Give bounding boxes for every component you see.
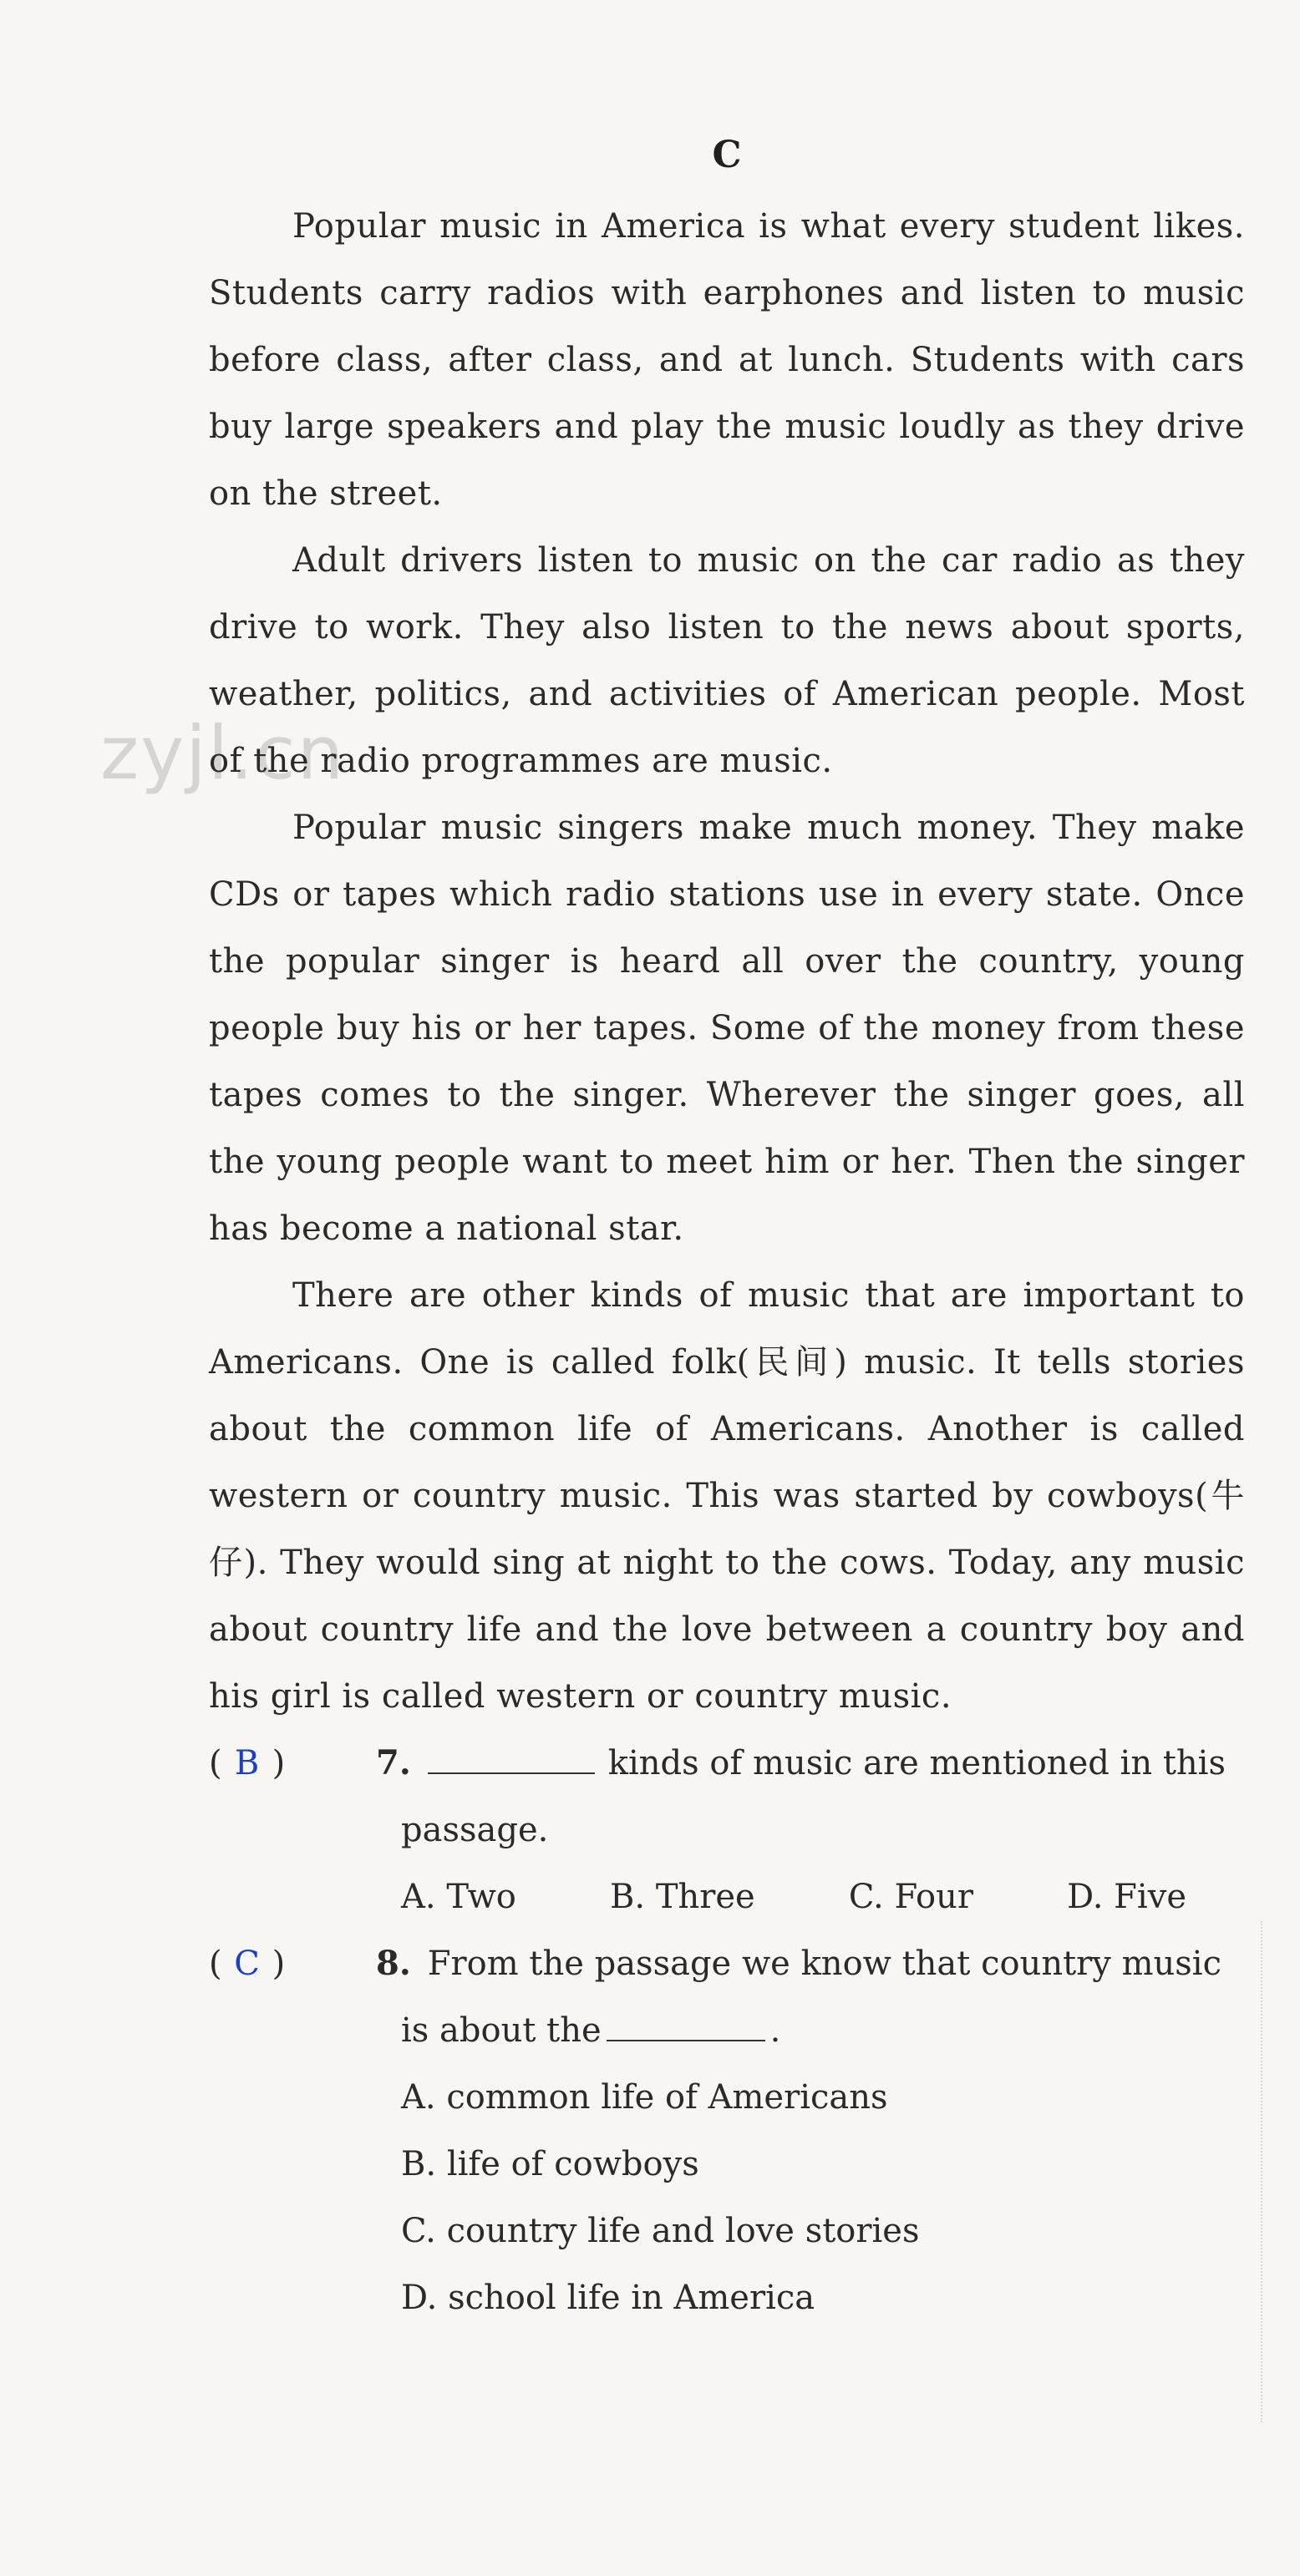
paragraph-4: There are other kinds of music that are important to Americans. One is called folk(民间) music. It tells stories about the common life of Americans. Another is called western or country music. This was started by cowboys(牛仔). They would sing at night to the cows. Today, any music about country life and the love between a country boy and his girl is called western or country music.	[209, 1276, 1245, 1716]
question-number: 7.	[376, 1743, 411, 1782]
answer-bracket: ( B )	[209, 1730, 376, 1797]
question-8	[209, 1930, 1245, 2331]
question-stem-continued: is about the	[401, 2011, 602, 2050]
question-stem-end: .	[769, 2011, 781, 2050]
options	[401, 1864, 1186, 1930]
question-7	[209, 1730, 1245, 1930]
question-stem: From the passage we know that country music	[427, 1945, 1221, 1983]
answer-bracket: ( C )	[209, 1930, 376, 1997]
option-a: A. Two	[401, 1878, 516, 1916]
section-heading: C	[712, 134, 742, 176]
answer-blank	[428, 1747, 595, 1774]
paragraph-3: Popular music singers make much money. They make CDs or tapes which radio stations use in every state. Once the popular singer is heard all over the country, young people buy his or her tapes. Some of the money from these tapes comes to the singer. Wherever the singer goes, all the young people want to meet him or her. Then the singer has become a national star.	[209, 809, 1245, 1248]
paragraph-2: Adult drivers listen to music on the car radio as they drive to work. They also listen to the news about sports, weather, politics, and activities of American people. Most of the radio programmes are music.	[209, 541, 1245, 780]
answer-8: C	[234, 1945, 260, 1983]
question-stem: kinds of music are mentioned in this	[607, 1744, 1226, 1782]
option-b: B. life of cowboys	[401, 2145, 699, 2183]
option-a: A. common life of Americans	[401, 2078, 888, 2117]
answer-blank	[607, 2015, 765, 2041]
watermark: zyjl.cn	[100, 710, 346, 796]
scan-artifact	[1257, 1921, 1262, 2422]
option-d: D. Five	[1067, 1878, 1186, 1916]
paragraph-1: Popular music in America is what every student likes. Students carry radios with earphones and listen to music before class, after class, and at lunch. Students with cars buy large speakers and play the music loudly as they drive on the street.	[209, 207, 1245, 513]
option-b: B. Three	[610, 1878, 755, 1916]
option-c: C. country life and love stories	[401, 2212, 920, 2250]
option-d: D. school life in America	[401, 2279, 815, 2317]
reading-passage	[209, 125, 1245, 2331]
answer-7: B	[234, 1744, 260, 1782]
option-c: C. Four	[848, 1878, 973, 1916]
question-stem-continued: passage.	[401, 1811, 549, 1849]
question-number: 8.	[376, 1944, 411, 1983]
